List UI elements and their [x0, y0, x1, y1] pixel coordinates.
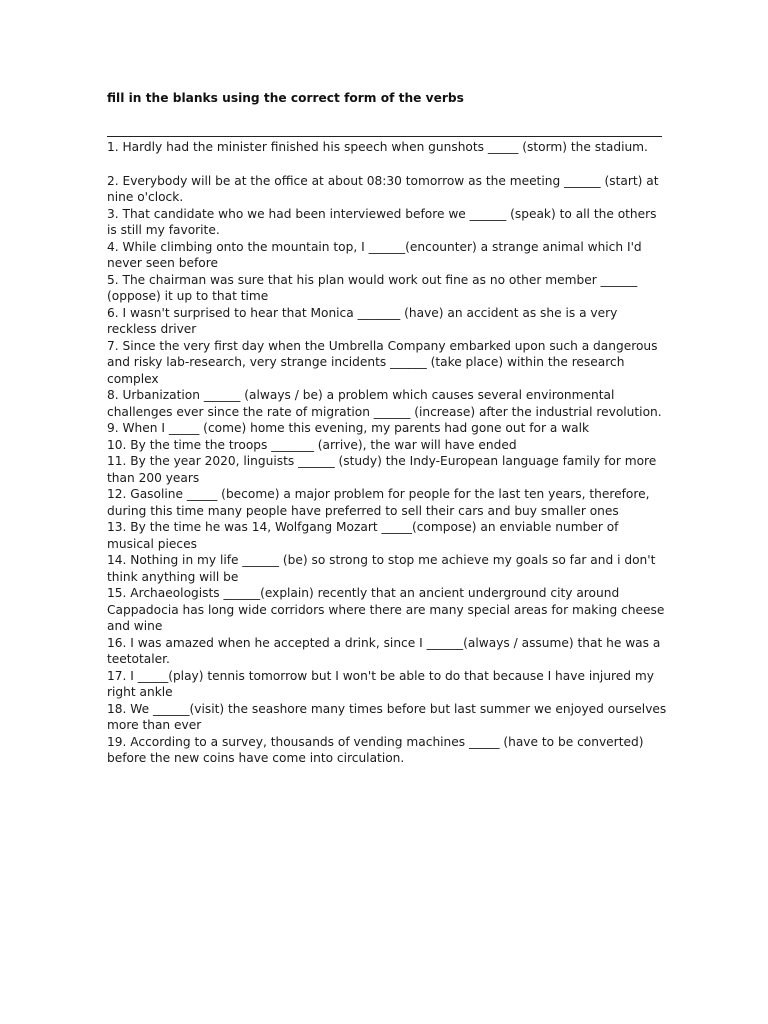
question-list: [107, 139, 667, 767]
question-4: 4. While climbing onto the mountain top, I ______(encounter) a strange animal which I'd never seen before: [107, 239, 642, 270]
worksheet-page: [107, 90, 667, 767]
worksheet-title: fill in the blanks using the correct form of the verbs: [107, 91, 464, 105]
question-10: 10. By the time the troops _______ (arrive), the war will have ended: [107, 437, 517, 452]
question-1: 1. Hardly had the minister finished his speech when gunshots _____ (storm) the stadium.: [107, 140, 648, 154]
question-14: 14. Nothing in my life ______ (be) so strong to stop me achieve my goals so far and i don't think anything will be: [107, 553, 656, 584]
question-19: 19. According to a survey, thousands of vending machines _____ (have to be converted) before the new coins have come into circulation.: [107, 734, 644, 765]
question-11: 11. By the year 2020, linguists ______ (study) the Indy-European language family for more than 200 years: [107, 454, 657, 485]
question-18: 18. We ______(visit) the seashore many times before but last summer we enjoyed ourselves more than ever: [107, 701, 667, 732]
question-9: 9. When I _____ (come) home this evening, my parents had gone out for a walk: [107, 421, 590, 435]
question-2: 2. Everybody will be at the office at about 08:30 tomorrow as the meeting ______ (start) at nine o'clock.: [107, 173, 659, 204]
question-5: 5. The chairman was sure that his plan would work out fine as no other member ______ (oppose) it up to that time: [107, 272, 638, 303]
title-divider: [107, 136, 662, 137]
question-3: 3. That candidate who we had been interviewed before we ______ (speak) to all the others is still my favorite.: [107, 206, 657, 237]
question-15: 15. Archaeologists ______(explain) recently that an ancient underground city around Cappadocia has long wide corridors where there are many special areas for making cheese and wine: [107, 586, 665, 633]
question-12: 12. Gasoline _____ (become) a major problem for people for the last ten years, therefore, during this time many people have preferred to sell their cars and buy smaller ones: [107, 487, 650, 518]
question-7: 7. Since the very first day when the Umbrella Company embarked upon such a dangerous and risky lab-research, very strange incidents ______ (take place) within the research complex: [107, 338, 658, 386]
question-13: 13. By the time he was 14, Wolfgang Mozart _____(compose) an enviable number of musical pieces: [107, 520, 619, 551]
question-16: 16. I was amazed when he accepted a drink, since I ______(always / assume) that he was a teetotaler.: [107, 635, 661, 666]
question-8: 8. Urbanization ______ (always / be) a problem which causes several environmental challenges ever since the rate of migration ______ (increase) after the industrial revolution.: [107, 388, 662, 419]
question-17: 17. I _____(play) tennis tomorrow but I won't be able to do that because I have injured my right ankle: [107, 668, 654, 699]
question-6: 6. I wasn't surprised to hear that Monica _______ (have) an accident as she is a very reckless driver: [107, 305, 618, 336]
